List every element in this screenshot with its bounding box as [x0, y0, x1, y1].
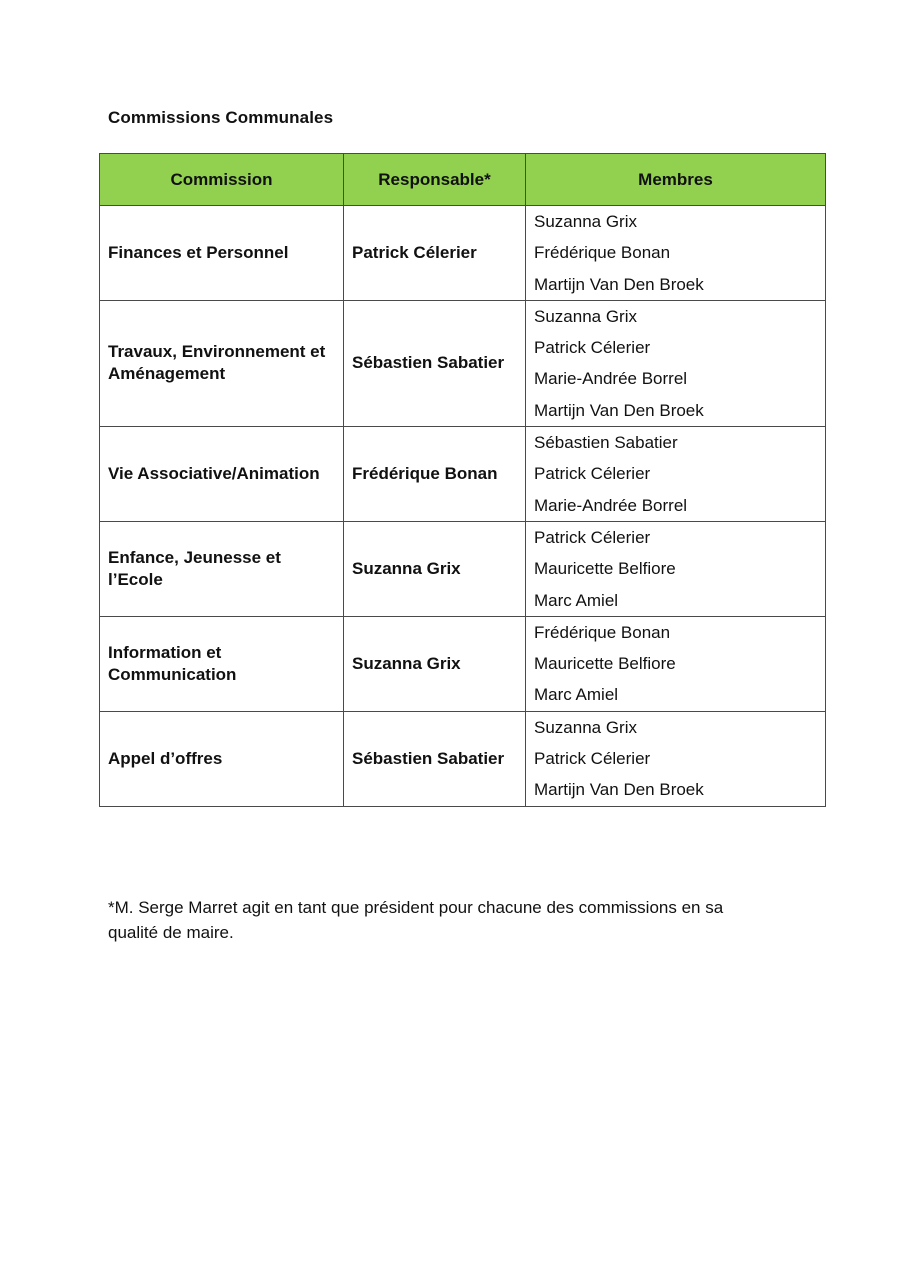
members-cell	[526, 427, 826, 522]
commission-cell: Information et Communication	[100, 616, 344, 711]
members-cell	[526, 300, 826, 426]
member-name: Patrick Célerier	[534, 527, 651, 547]
member-name: Sébastien Sabatier	[534, 433, 678, 453]
header-membres: Membres	[526, 154, 826, 206]
member-name: Suzanna Grix	[534, 717, 637, 737]
member-name: Mauricette Belfiore	[534, 654, 676, 674]
commission-cell: Finances et Personnel	[100, 206, 344, 301]
members-cell	[526, 206, 826, 301]
commissions-table	[99, 153, 826, 807]
member-name: Martijn Van Den Broek	[534, 400, 704, 420]
member-name: Mauricette Belfiore	[534, 559, 676, 579]
members-cell	[526, 711, 826, 806]
page-title: Commissions Communales	[108, 108, 334, 127]
member-name: Marie-Andrée Borrel	[534, 369, 688, 389]
member-name: Martijn Van Den Broek	[534, 274, 704, 294]
table-row	[100, 711, 826, 806]
commission-cell: Travaux, Environnement et Aménagement	[100, 300, 344, 426]
table-row	[100, 521, 826, 616]
member-name: Marie-Andrée Borrel	[534, 495, 688, 515]
member-name: Suzanna Grix	[534, 306, 637, 326]
header-responsable: Responsable*	[344, 154, 526, 206]
table-row	[100, 427, 826, 522]
responsable-cell: Suzanna Grix	[344, 521, 526, 616]
member-name: Marc Amiel	[534, 685, 619, 705]
table-row	[100, 616, 826, 711]
header-commission: Commission	[100, 154, 344, 206]
commission-cell: Enfance, Jeunesse et l’Ecole	[100, 521, 344, 616]
responsable-cell: Frédérique Bonan	[344, 427, 526, 522]
responsable-cell: Patrick Célerier	[344, 206, 526, 301]
responsable-cell: Sébastien Sabatier	[344, 300, 526, 426]
responsable-cell: Sébastien Sabatier	[344, 711, 526, 806]
table-header-row	[100, 154, 826, 206]
member-name: Patrick Célerier	[534, 338, 651, 358]
member-name: Frédérique Bonan	[534, 243, 671, 263]
responsable-cell: Suzanna Grix	[344, 616, 526, 711]
member-name: Patrick Célerier	[534, 464, 651, 484]
commission-cell: Appel d’offres	[100, 711, 344, 806]
members-cell	[526, 521, 826, 616]
table-row	[100, 206, 826, 301]
member-name: Frédérique Bonan	[534, 622, 671, 642]
member-name: Marc Amiel	[534, 590, 619, 610]
member-name: Patrick Célerier	[534, 749, 651, 769]
member-name: Suzanna Grix	[534, 212, 637, 231]
commission-cell: Vie Associative/Animation	[100, 427, 344, 522]
footnote: *M. Serge Marret agit en tant que président pour chacune des commissions en sa qualité de maire.	[108, 898, 724, 942]
members-cell	[526, 616, 826, 711]
table-row	[100, 300, 826, 426]
member-name: Martijn Van Den Broek	[534, 780, 704, 800]
